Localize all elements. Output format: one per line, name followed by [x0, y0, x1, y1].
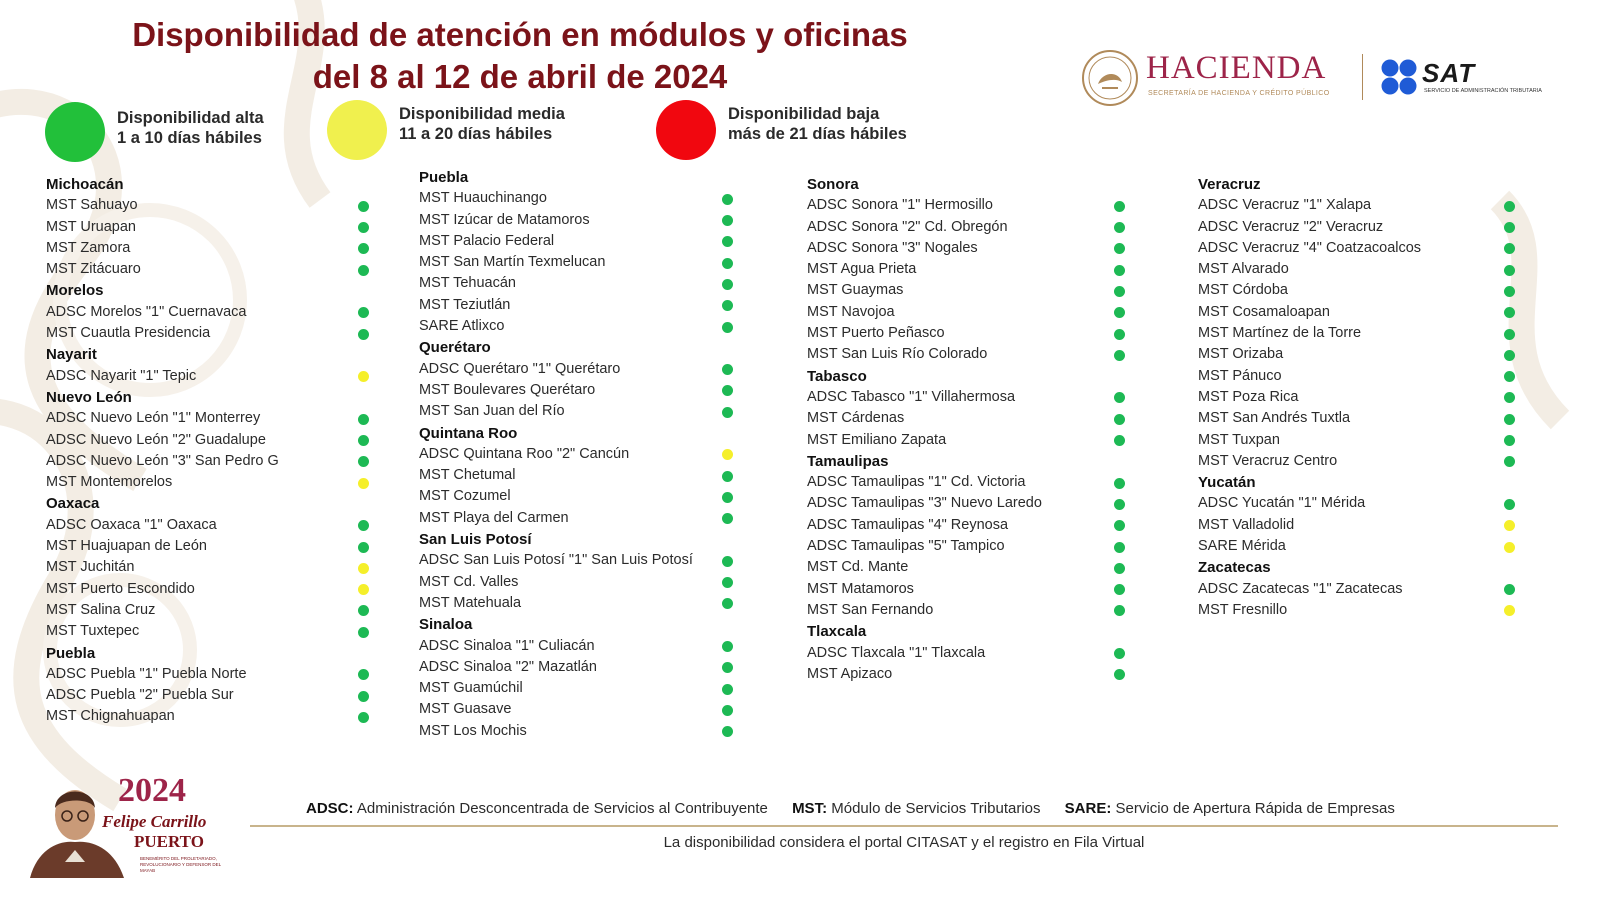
office-name: MST Veracruz Centro [1198, 452, 1338, 469]
office-row [419, 359, 693, 380]
office-name: ADSC Tabasco "1" Villahermosa [807, 388, 1016, 405]
office-name: MST Guamúchil [419, 680, 523, 697]
office-name: MST Cuautla Presidencia [46, 325, 211, 342]
office-name: MST Playa del Carmen [419, 509, 569, 526]
state-heading: Tamaulipas [807, 452, 889, 470]
office-row [419, 678, 693, 699]
availability-dot-alta [1504, 499, 1515, 510]
availability-dot-alta [1114, 350, 1125, 361]
availability-dot-alta [358, 691, 369, 702]
badge-caption: BENEMÉRITO DEL PROLETARIADO, REVOLUCIONARIO Y DEFENSOR DEL MAYAB [140, 856, 221, 873]
office-row [419, 380, 693, 401]
office-name: MST Palacio Federal [419, 232, 555, 249]
office-row [46, 430, 279, 451]
office-row [1198, 515, 1421, 536]
state-heading: Tlaxcala [807, 623, 867, 641]
abbr-adsc-text: Administración Desconcentrada de Servicios al Contribuyente [356, 800, 768, 817]
availability-dot-alta [358, 201, 369, 212]
office-name: MST Córdoba [1198, 282, 1288, 299]
office-row [46, 579, 279, 600]
state-heading: Zacatecas [1198, 559, 1271, 577]
office-row [1198, 280, 1421, 301]
office-row [807, 280, 1042, 301]
office-name: ADSC Tamaulipas "5" Tampico [807, 538, 1005, 555]
legend-text-baja [728, 104, 907, 144]
office-name: MST Cd. Valles [419, 573, 519, 590]
office-name: ADSC Morelos "1" Cuernavaca [46, 303, 247, 320]
sat-logo-text: SAT [1422, 58, 1476, 88]
hacienda-logo-subtitle: SECRETARÍA DE HACIENDA Y CRÉDITO PÚBLICO [1148, 90, 1330, 97]
office-row [419, 401, 693, 422]
office-row [46, 685, 279, 706]
availability-dot-alta [722, 407, 733, 418]
office-name: MST Valladolid [1198, 516, 1295, 533]
office-name: MST Matamoros [807, 580, 914, 597]
office-name: ADSC Zacatecas "1" Zacatecas [1198, 580, 1403, 597]
availability-dot-alta [1504, 286, 1515, 297]
office-name: MST Pánuco [1198, 367, 1282, 384]
office-name: ADSC Quintana Roo "2" Cancún [419, 445, 630, 462]
office-row [46, 706, 279, 727]
office-row [46, 515, 279, 536]
office-name: MST Martínez de la Torre [1198, 325, 1362, 342]
office-row [419, 657, 693, 678]
office-row [807, 387, 1042, 408]
office-name: MST Fresnillo [1198, 601, 1288, 618]
availability-dot-alta [358, 329, 369, 340]
availability-dot-alta [1114, 307, 1125, 318]
office-name: ADSC Tamaulipas "4" Reynosa [807, 516, 1009, 533]
office-row [807, 493, 1042, 514]
availability-dot-alta [1504, 414, 1515, 425]
state-heading: Michoacán [46, 176, 124, 193]
availability-dot-media [1504, 542, 1515, 553]
availability-dot-alta [1114, 669, 1125, 680]
legend-text-media [399, 104, 565, 144]
office-name: MST San Fernando [807, 601, 934, 618]
availability-dot-alta [722, 577, 733, 588]
availability-dot-alta [358, 520, 369, 531]
office-name: MST Agua Prieta [807, 261, 917, 278]
sat-logo-icon [1380, 58, 1418, 96]
abbr-adsc: ADSC: [306, 800, 354, 817]
office-row [807, 259, 1042, 280]
office-name: MST Zitácuaro [46, 261, 141, 278]
office-row [419, 636, 693, 657]
office-row [419, 550, 693, 571]
office-name: MST Los Mochis [419, 722, 527, 739]
office-row [807, 600, 1042, 621]
availability-dot-alta [722, 385, 733, 396]
office-row [807, 238, 1042, 259]
offices-column-1 [46, 174, 279, 728]
office-row [1198, 302, 1421, 323]
office-row [419, 231, 693, 252]
office-row [807, 643, 1042, 664]
office-name: ADSC San Luis Potosí "1" San Luis Potosí [419, 552, 693, 569]
office-row [807, 323, 1042, 344]
availability-dot-alta [358, 265, 369, 276]
office-name: MST Navojoa [807, 303, 895, 320]
office-row [46, 217, 279, 238]
availability-dot-alta [722, 662, 733, 673]
state-heading: Veracruz [1198, 176, 1261, 193]
office-row [1198, 323, 1421, 344]
legend-label: Disponibilidad media [399, 105, 565, 123]
office-row [46, 238, 279, 259]
office-row [46, 259, 279, 280]
office-name: MST Izúcar de Matamoros [419, 211, 590, 228]
office-row [807, 557, 1042, 578]
office-name: MST Chetumal [419, 467, 516, 484]
logo-divider [1362, 54, 1363, 100]
office-row [46, 366, 279, 387]
availability-dot-alta [722, 258, 733, 269]
office-name: ADSC Veracruz "2" Veracruz [1198, 218, 1384, 235]
office-row [807, 344, 1042, 365]
office-name: MST Puerto Peñasco [807, 325, 945, 342]
abbreviations-footer [306, 800, 1395, 817]
availability-dot-alta [358, 414, 369, 425]
office-name: MST Tehuacán [419, 275, 516, 292]
sat-logo-subtitle: SERVICIO DE ADMINISTRACIÓN TRIBUTARIA [1424, 88, 1542, 94]
availability-dot-alta [358, 627, 369, 638]
office-name: MST Cozumel [419, 488, 511, 505]
office-row [419, 252, 693, 273]
availability-dot-media [1504, 605, 1515, 616]
availability-dot-alta [722, 215, 733, 226]
office-row [46, 600, 279, 621]
state-heading: Puebla [46, 644, 96, 662]
legend-label: Disponibilidad alta [117, 109, 264, 127]
state-heading: Nayarit [46, 346, 97, 364]
office-name: ADSC Oaxaca "1" Oaxaca [46, 516, 217, 533]
office-row [1198, 387, 1421, 408]
availability-dot-alta [1504, 265, 1515, 276]
availability-dot-alta [722, 471, 733, 482]
state-heading: Yucatán [1198, 474, 1256, 492]
availability-dot-alta [722, 322, 733, 333]
office-name: ADSC Nuevo León "2" Guadalupe [46, 431, 266, 448]
offices-column-3 [807, 174, 1042, 685]
office-row [419, 444, 693, 465]
availability-dot-alta [1114, 542, 1125, 553]
office-name: MST Montemorelos [46, 474, 173, 491]
office-name: MST Chignahuapan [46, 708, 175, 725]
office-name: ADSC Yucatán "1" Mérida [1198, 495, 1366, 512]
availability-dot-alta [1114, 605, 1125, 616]
state-heading: Quintana Roo [419, 424, 518, 442]
abbr-mst-text: Módulo de Servicios Tributarios [831, 800, 1041, 817]
office-name: MST San Juan del Río [419, 403, 565, 420]
office-row [807, 579, 1042, 600]
office-name: MST Zamora [46, 239, 131, 256]
office-name: ADSC Sinaloa "1" Culiacán [419, 637, 595, 654]
office-name: ADSC Nayarit "1" Tepic [46, 367, 197, 384]
office-row [807, 195, 1042, 216]
availability-dot-alta [1504, 584, 1515, 595]
state-heading: San Luis Potosí [419, 531, 532, 549]
office-row [46, 451, 279, 472]
availability-dot-alta [1114, 520, 1125, 531]
abbr-mst: MST: [792, 800, 828, 817]
offices-column-4 [1198, 174, 1421, 621]
office-name: SARE Mérida [1198, 538, 1286, 555]
office-name: MST Salina Cruz [46, 601, 156, 618]
office-name: MST Matehuala [419, 594, 522, 611]
availability-dot-alta [722, 492, 733, 503]
office-row [46, 195, 279, 216]
office-row [807, 430, 1042, 451]
office-row [807, 536, 1042, 557]
office-name: MST Teziutlán [419, 296, 511, 313]
availability-dot-alta [358, 712, 369, 723]
availability-dot-alta [1114, 435, 1125, 446]
offices-column-2 [419, 167, 693, 742]
title-line-2: del 8 al 12 de abril de 2024 [312, 58, 728, 95]
office-name: MST Tuxtepec [46, 623, 140, 640]
availability-dot-media [358, 563, 369, 574]
office-row [1198, 238, 1421, 259]
office-name: MST Guaymas [807, 282, 904, 299]
legend-text-alta [117, 108, 264, 148]
office-name: ADSC Nuevo León "1" Monterrey [46, 410, 261, 427]
office-name: ADSC Veracruz "4" Coatzacoalcos [1198, 239, 1422, 256]
availability-dot-alta [358, 307, 369, 318]
legend-range: más de 21 días hábiles [728, 125, 907, 143]
availability-dot-alta [722, 684, 733, 695]
office-name: MST Tuxpan [1198, 431, 1280, 448]
availability-dot-alta [1504, 329, 1515, 340]
availability-dot-alta [1504, 456, 1515, 467]
abbr-sare: SARE: [1064, 800, 1112, 817]
office-row [1198, 195, 1421, 216]
availability-dot-alta [1114, 222, 1125, 233]
availability-dot-media [358, 478, 369, 489]
availability-dot-alta [358, 605, 369, 616]
availability-dot-alta [1114, 201, 1125, 212]
availability-dot-alta [1114, 329, 1125, 340]
availability-dot-alta [722, 705, 733, 716]
office-row [807, 302, 1042, 323]
office-row [419, 593, 693, 614]
availability-dot-alta [1114, 478, 1125, 489]
office-row [419, 188, 693, 209]
office-row [807, 472, 1042, 493]
availability-dot-alta [722, 300, 733, 311]
availability-dot-alta [1504, 222, 1515, 233]
office-row [1198, 579, 1421, 600]
office-row [807, 664, 1042, 685]
office-name: ADSC Nuevo León "3" San Pedro G [46, 452, 279, 469]
availability-dot-media [722, 449, 733, 460]
office-row [46, 536, 279, 557]
office-name: MST Huauchinango [419, 190, 547, 207]
office-name: ADSC Puebla "1" Puebla Norte [46, 665, 247, 682]
office-name: MST Huajuapan de León [46, 538, 207, 555]
availability-dot-alta [1114, 286, 1125, 297]
mexico-seal-icon [1080, 48, 1140, 108]
abbr-sare-text: Servicio de Apertura Rápida de Empresas [1115, 800, 1395, 817]
office-row [1198, 259, 1421, 280]
state-heading: Tabasco [807, 367, 867, 385]
state-heading: Nuevo León [46, 388, 132, 406]
office-name: ADSC Sonora "3" Nogales [807, 239, 978, 256]
office-row [1198, 344, 1421, 365]
availability-dot-media [1504, 520, 1515, 531]
availability-dot-alta [1504, 350, 1515, 361]
availability-dot-alta [722, 279, 733, 290]
availability-dot-alta [1504, 307, 1515, 318]
legend-circle-baja [656, 100, 716, 160]
availability-dot-alta [722, 513, 733, 524]
office-row [1198, 430, 1421, 451]
state-heading: Sonora [807, 176, 859, 193]
office-row [1198, 366, 1421, 387]
badge-name-line-2: PUERTO [134, 832, 204, 851]
state-heading: Sinaloa [419, 616, 473, 634]
office-name: MST Apizaco [807, 665, 893, 682]
office-row [419, 572, 693, 593]
availability-dot-alta [1114, 563, 1125, 574]
office-name: MST Juchitán [46, 559, 135, 576]
availability-dot-media [358, 371, 369, 382]
office-name: MST Emiliano Zapata [807, 431, 947, 448]
availability-dot-alta [358, 542, 369, 553]
office-name: ADSC Sonora "2" Cd. Obregón [807, 218, 1008, 235]
office-row [1198, 451, 1421, 472]
office-row [419, 486, 693, 507]
office-name: MST San Andrés Tuxtla [1198, 410, 1351, 427]
legend-circle-alta [45, 102, 105, 162]
availability-dot-alta [1114, 414, 1125, 425]
availability-dot-alta [722, 726, 733, 737]
felipe-carrillo-puerto-badge [20, 770, 230, 880]
state-heading: Querétaro [419, 339, 491, 357]
office-name: ADSC Tamaulipas "3" Nuevo Laredo [807, 495, 1042, 512]
office-name: MST Cárdenas [807, 410, 905, 427]
availability-dot-alta [722, 598, 733, 609]
office-row [419, 465, 693, 486]
availability-dot-alta [1504, 201, 1515, 212]
badge-year: 2024 [118, 772, 186, 809]
availability-dot-alta [358, 669, 369, 680]
office-row [46, 302, 279, 323]
availability-dot-alta [722, 556, 733, 567]
page-title [40, 14, 1000, 98]
availability-dot-alta [722, 194, 733, 205]
office-row [419, 699, 693, 720]
office-row [1198, 536, 1421, 557]
state-heading: Puebla [419, 169, 469, 186]
office-name: MST Guasave [419, 701, 512, 718]
availability-dot-alta [358, 435, 369, 446]
office-name: MST Cd. Mante [807, 559, 909, 576]
availability-dot-alta [1114, 499, 1125, 510]
badge-name-line-1: Felipe Carrillo [102, 812, 207, 831]
legend-label: Disponibilidad baja [728, 105, 880, 123]
availability-dot-alta [1114, 392, 1125, 403]
office-name: ADSC Tamaulipas "1" Cd. Victoria [807, 474, 1026, 491]
office-row [1198, 217, 1421, 238]
office-row [1198, 408, 1421, 429]
office-name: MST San Martín Texmelucan [419, 254, 606, 271]
office-row [46, 557, 279, 578]
legend-range: 11 a 20 días hábiles [399, 125, 553, 143]
office-name: ADSC Sonora "1" Hermosillo [807, 197, 993, 214]
availability-dot-alta [1504, 371, 1515, 382]
availability-dot-alta [1504, 392, 1515, 403]
office-row [419, 508, 693, 529]
office-name: MST Sahuayo [46, 197, 138, 214]
office-row [1198, 600, 1421, 621]
office-name: MST Uruapan [46, 218, 136, 235]
office-row [807, 515, 1042, 536]
office-name: MST Poza Rica [1198, 388, 1299, 405]
footer-divider [250, 825, 1558, 827]
office-row [419, 721, 693, 742]
office-row [46, 408, 279, 429]
office-row [46, 323, 279, 344]
office-name: ADSC Veracruz "1" Xalapa [1198, 197, 1372, 214]
office-row [807, 217, 1042, 238]
availability-dot-alta [1114, 648, 1125, 659]
hacienda-logo-text: HACIENDA [1146, 50, 1327, 86]
availability-dot-alta [1114, 265, 1125, 276]
availability-dot-alta [1504, 243, 1515, 254]
office-row [419, 273, 693, 294]
legend-circle-media [327, 100, 387, 160]
office-name: MST Cosamaloapan [1198, 303, 1330, 320]
availability-dot-alta [1504, 435, 1515, 446]
availability-dot-alta [722, 236, 733, 247]
office-row [419, 316, 693, 337]
availability-dot-alta [1114, 243, 1125, 254]
state-heading: Oaxaca [46, 495, 100, 513]
availability-dot-alta [722, 364, 733, 375]
office-name: ADSC Tlaxcala "1" Tlaxcala [807, 644, 986, 661]
availability-dot-media [358, 584, 369, 595]
availability-dot-alta [358, 243, 369, 254]
availability-dot-alta [358, 222, 369, 233]
title-line-1: Disponibilidad de atención en módulos y oficinas [132, 16, 908, 53]
office-name: MST Orizaba [1198, 346, 1284, 363]
footer-note: La disponibilidad considera el portal CITASAT y el registro en Fila Virtual [663, 834, 1145, 851]
office-row [419, 210, 693, 231]
office-name: MST Alvarado [1198, 261, 1289, 278]
office-name: MST Puerto Escondido [46, 580, 195, 597]
office-name: ADSC Querétaro "1" Querétaro [419, 360, 621, 377]
availability-dot-alta [722, 641, 733, 652]
office-name: MST San Luis Río Colorado [807, 346, 988, 363]
office-row [46, 664, 279, 685]
office-name: SARE Atlixco [419, 318, 505, 335]
office-name: MST Boulevares Querétaro [419, 381, 596, 398]
office-name: ADSC Sinaloa "2" Mazatlán [419, 658, 597, 675]
state-heading: Morelos [46, 282, 104, 300]
office-row [419, 295, 693, 316]
availability-dot-alta [1114, 584, 1125, 595]
legend-range: 1 a 10 días hábiles [117, 129, 262, 147]
office-row [46, 472, 279, 493]
office-name: ADSC Puebla "2" Puebla Sur [46, 687, 234, 704]
office-row [807, 408, 1042, 429]
office-row [1198, 493, 1421, 514]
availability-dot-alta [358, 456, 369, 467]
header-logos [1080, 44, 1580, 116]
office-row [46, 621, 279, 642]
